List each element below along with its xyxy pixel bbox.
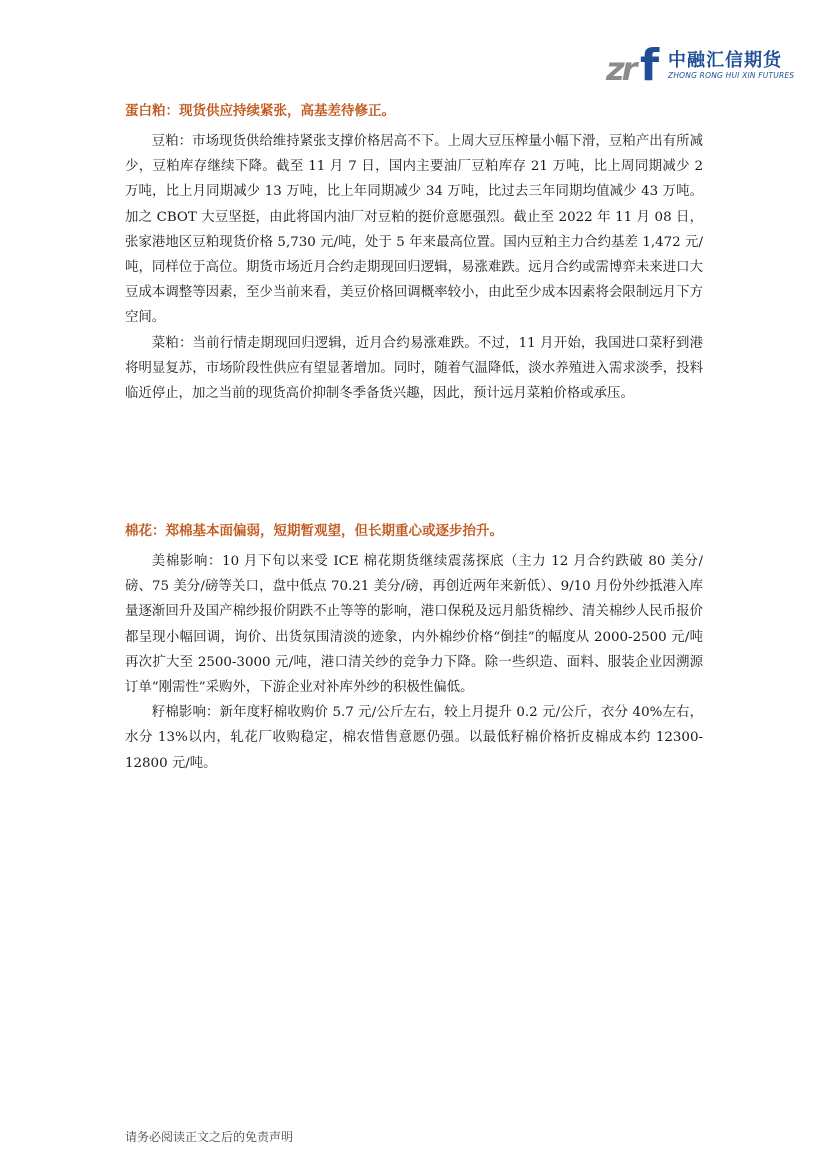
section-heading: 棉花：郑棉基本面偏弱，短期暂观望，但长期重心或逐步抬升。	[125, 523, 503, 539]
section-protein-meal	[125, 99, 703, 406]
logo-chinese-name: 中融汇信期货	[668, 50, 782, 71]
section-cotton	[125, 519, 703, 776]
zrf-logo-mark: zr f	[606, 40, 660, 91]
section-heading: 蛋白粕：现货供应持续紧张，高基差待修正。	[125, 103, 395, 119]
paragraph-soybean-meal: 豆粕：市场现货供给维持紧张支撑价格居高不下。上周大豆压榨量小幅下滑，豆粕产出有所减少，豆粕库存继续下降。截至 11 月 7 日，国内主要油厂豆粕库存 21 万吨，比上周同期减少 2 万吨，比上月同期减少 13 万吨，比上年同期减少 34 万吨，比过去三年同期均值减少 43 万吨。加之 CBOT 大豆坚挺，由此将国内油厂对豆粕的挺价意愿强烈。截止至 2022 年 11 月 08 日，张家港地区豆粕现货价格 5,730 元/吨，处于 5 年来最高位置。国内豆粕主力合约基差 1,472 元/吨，同样位于高位。期货市场近月合约走期现回归逻辑，易涨难跌。远月合约或需博弈未来进口大豆成本调整等因素，至少当前来看，美豆价格回调概率较小，由此至少成本因素将会限制远月下方空间。	[125, 134, 703, 326]
paragraph-us-cotton-impact: 美棉影响：10 月下旬以来受 ICE 棉花期货继续震荡探底（主力 12 月合约跌破 80 美分/磅、75 美分/磅等关口，盘中低点 70.21 美分/磅，再创近两年来新低）、9/10 月份外纱抵港入库量逐渐回升及国产棉纱报价阴跌不止等等的影响，港口保税及远月船货棉纱、清关棉纱人民币报价都呈现小幅回调，询价、出货氛围清淡的迹象，内外棉纱价格“倒挂”的幅度从 2000-2500 元/吨再次扩大至 2500-3000 元/吨，港口清关纱的竞争力下降。除一些织造、面料、服装企业因溯源订单“刚需性”采购外，下游企业对补库外纱的积极性偏低。	[125, 554, 703, 696]
logo-english-name: ZHONG RONG HUI XIN FUTURES	[668, 71, 795, 80]
paragraph-seed-cotton-impact: 籽棉影响：新年度籽棉收购价 5.7 元/公斤左右，较上月提升 0.2 元/公斤，衣分 40%左右，水分 13%以内，轧花厂收购稳定，棉农惜售意愿仍强。以最低籽棉价格折皮棉成本约 12300-12800 元/吨。	[125, 705, 703, 771]
paragraph-rapeseed-meal: 菜粕：当前行情走期现回归逻辑，近月合约易涨难跌。不过，11 月开始，我国进口菜籽到港将明显复苏，市场阶段性供应有望显著增加。同时，随着气温降低，淡水养殖进入需求淡季，投料临近停止，加之当前的现货高价抑制冬季备货兴趣，因此，预计远月菜粕价格或承压。	[125, 335, 703, 402]
company-logo	[604, 40, 795, 91]
disclaimer-footer: 请务必阅读正文之后的免责声明	[125, 1130, 294, 1144]
